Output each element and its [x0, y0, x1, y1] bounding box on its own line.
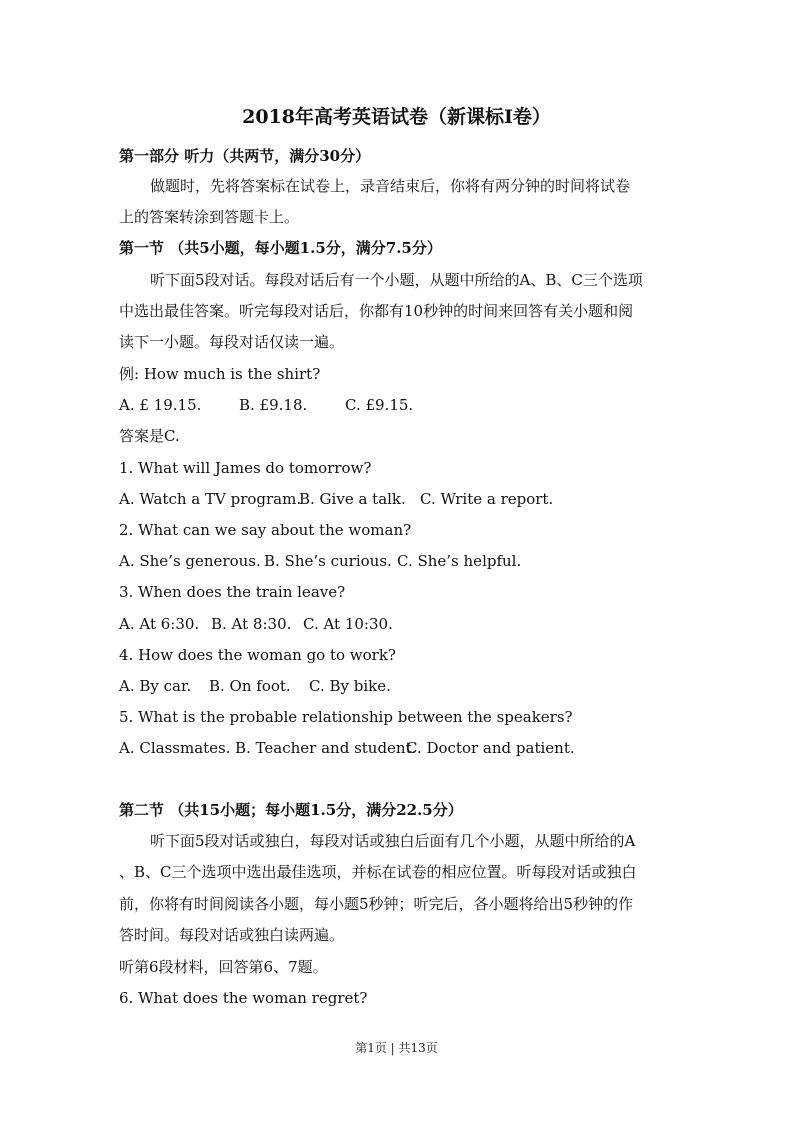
section1-heading: 第一节 （共5小题，每小题1.5分，满分7.5分）	[119, 239, 442, 257]
question-2: 2. What can we say about the woman?	[119, 521, 412, 539]
example-options	[119, 395, 413, 415]
option: C. Write a report.	[420, 490, 554, 508]
option: A. Watch a TV program.	[119, 490, 302, 508]
option: B. She’s curious.	[264, 552, 392, 570]
question-3-options	[119, 614, 393, 634]
option: B. At 8:30.	[211, 615, 292, 633]
page-title: 2018年高考英语试卷（新课标Ⅰ卷）	[242, 106, 551, 128]
option: A. Classmates.	[119, 739, 231, 757]
question-5-options	[119, 738, 575, 758]
option: B. Teacher and student.	[235, 739, 417, 757]
option: A. She’s generous.	[119, 552, 261, 570]
option: C. By bike.	[309, 677, 391, 695]
section1-intro-2: 中选出最佳答案。听完每段对话后，你都有10秒钟的时间来回答有关小题和阅	[119, 302, 634, 320]
question-1: 1. What will James do tomorrow?	[119, 459, 372, 477]
question-4-options	[119, 676, 391, 696]
example-answer: 答案是C.	[119, 427, 180, 445]
option: C. £9.15.	[345, 396, 414, 414]
example-question: 例: How much is the shirt?	[119, 365, 321, 383]
section2-intro-4: 答时间。每段对话或独白读两遍。	[119, 926, 345, 944]
option: B. £9.18.	[239, 396, 308, 414]
part1-intro-2: 上的答案转涂到答题卡上。	[119, 208, 300, 226]
question-2-options	[119, 551, 521, 571]
part1-heading: 第一部分 听力（共两节，满分30分）	[119, 147, 371, 165]
section2-heading: 第二节 （共15小题；每小题1.5分，满分22.5分）	[119, 801, 463, 819]
part1-intro-1: 做题时，先将答案标在试卷上，录音结束后，你将有两分钟的时间将试卷	[150, 177, 631, 195]
material-instruction: 听第6段材料，回答第6、7题。	[119, 958, 328, 976]
question-4: 4. How does the woman go to work?	[119, 646, 396, 664]
option: C. At 10:30.	[303, 615, 393, 633]
option: A. By car.	[119, 677, 192, 695]
option: A. £ 19.15.	[119, 396, 202, 414]
option: A. At 6:30.	[119, 615, 200, 633]
question-3: 3. When does the train leave?	[119, 583, 346, 601]
section2-intro-1: 听下面5段对话或独白，每段对话或独白后面有几个小题，从题中所给的A	[150, 832, 636, 850]
option: B. Give a talk.	[299, 490, 406, 508]
option: C. She’s helpful.	[397, 552, 522, 570]
question-6: 6. What does the woman regret?	[119, 989, 368, 1007]
question-5: 5. What is the probable relationship between the speakers?	[119, 708, 573, 726]
section2-intro-2: 、B、C三个选项中选出最佳选项，并标在试卷的相应位置。听每段对话或独白	[119, 863, 637, 881]
option: B. On foot.	[209, 677, 291, 695]
section1-intro-3: 读下一小题。每段对话仅读一遍。	[119, 333, 345, 351]
page-footer: 第1页 | 共13页	[355, 1041, 438, 1055]
question-1-options	[119, 489, 553, 509]
section2-intro-3: 前，你将有时间阅读各小题，每小题5秒钟；听完后，各小题将给出5秒钟的作	[119, 895, 634, 913]
option: C. Doctor and patient.	[406, 739, 575, 757]
section1-intro-1: 听下面5段对话。每段对话后有一个小题，从题中所给的A、B、C三个选项	[150, 271, 643, 289]
